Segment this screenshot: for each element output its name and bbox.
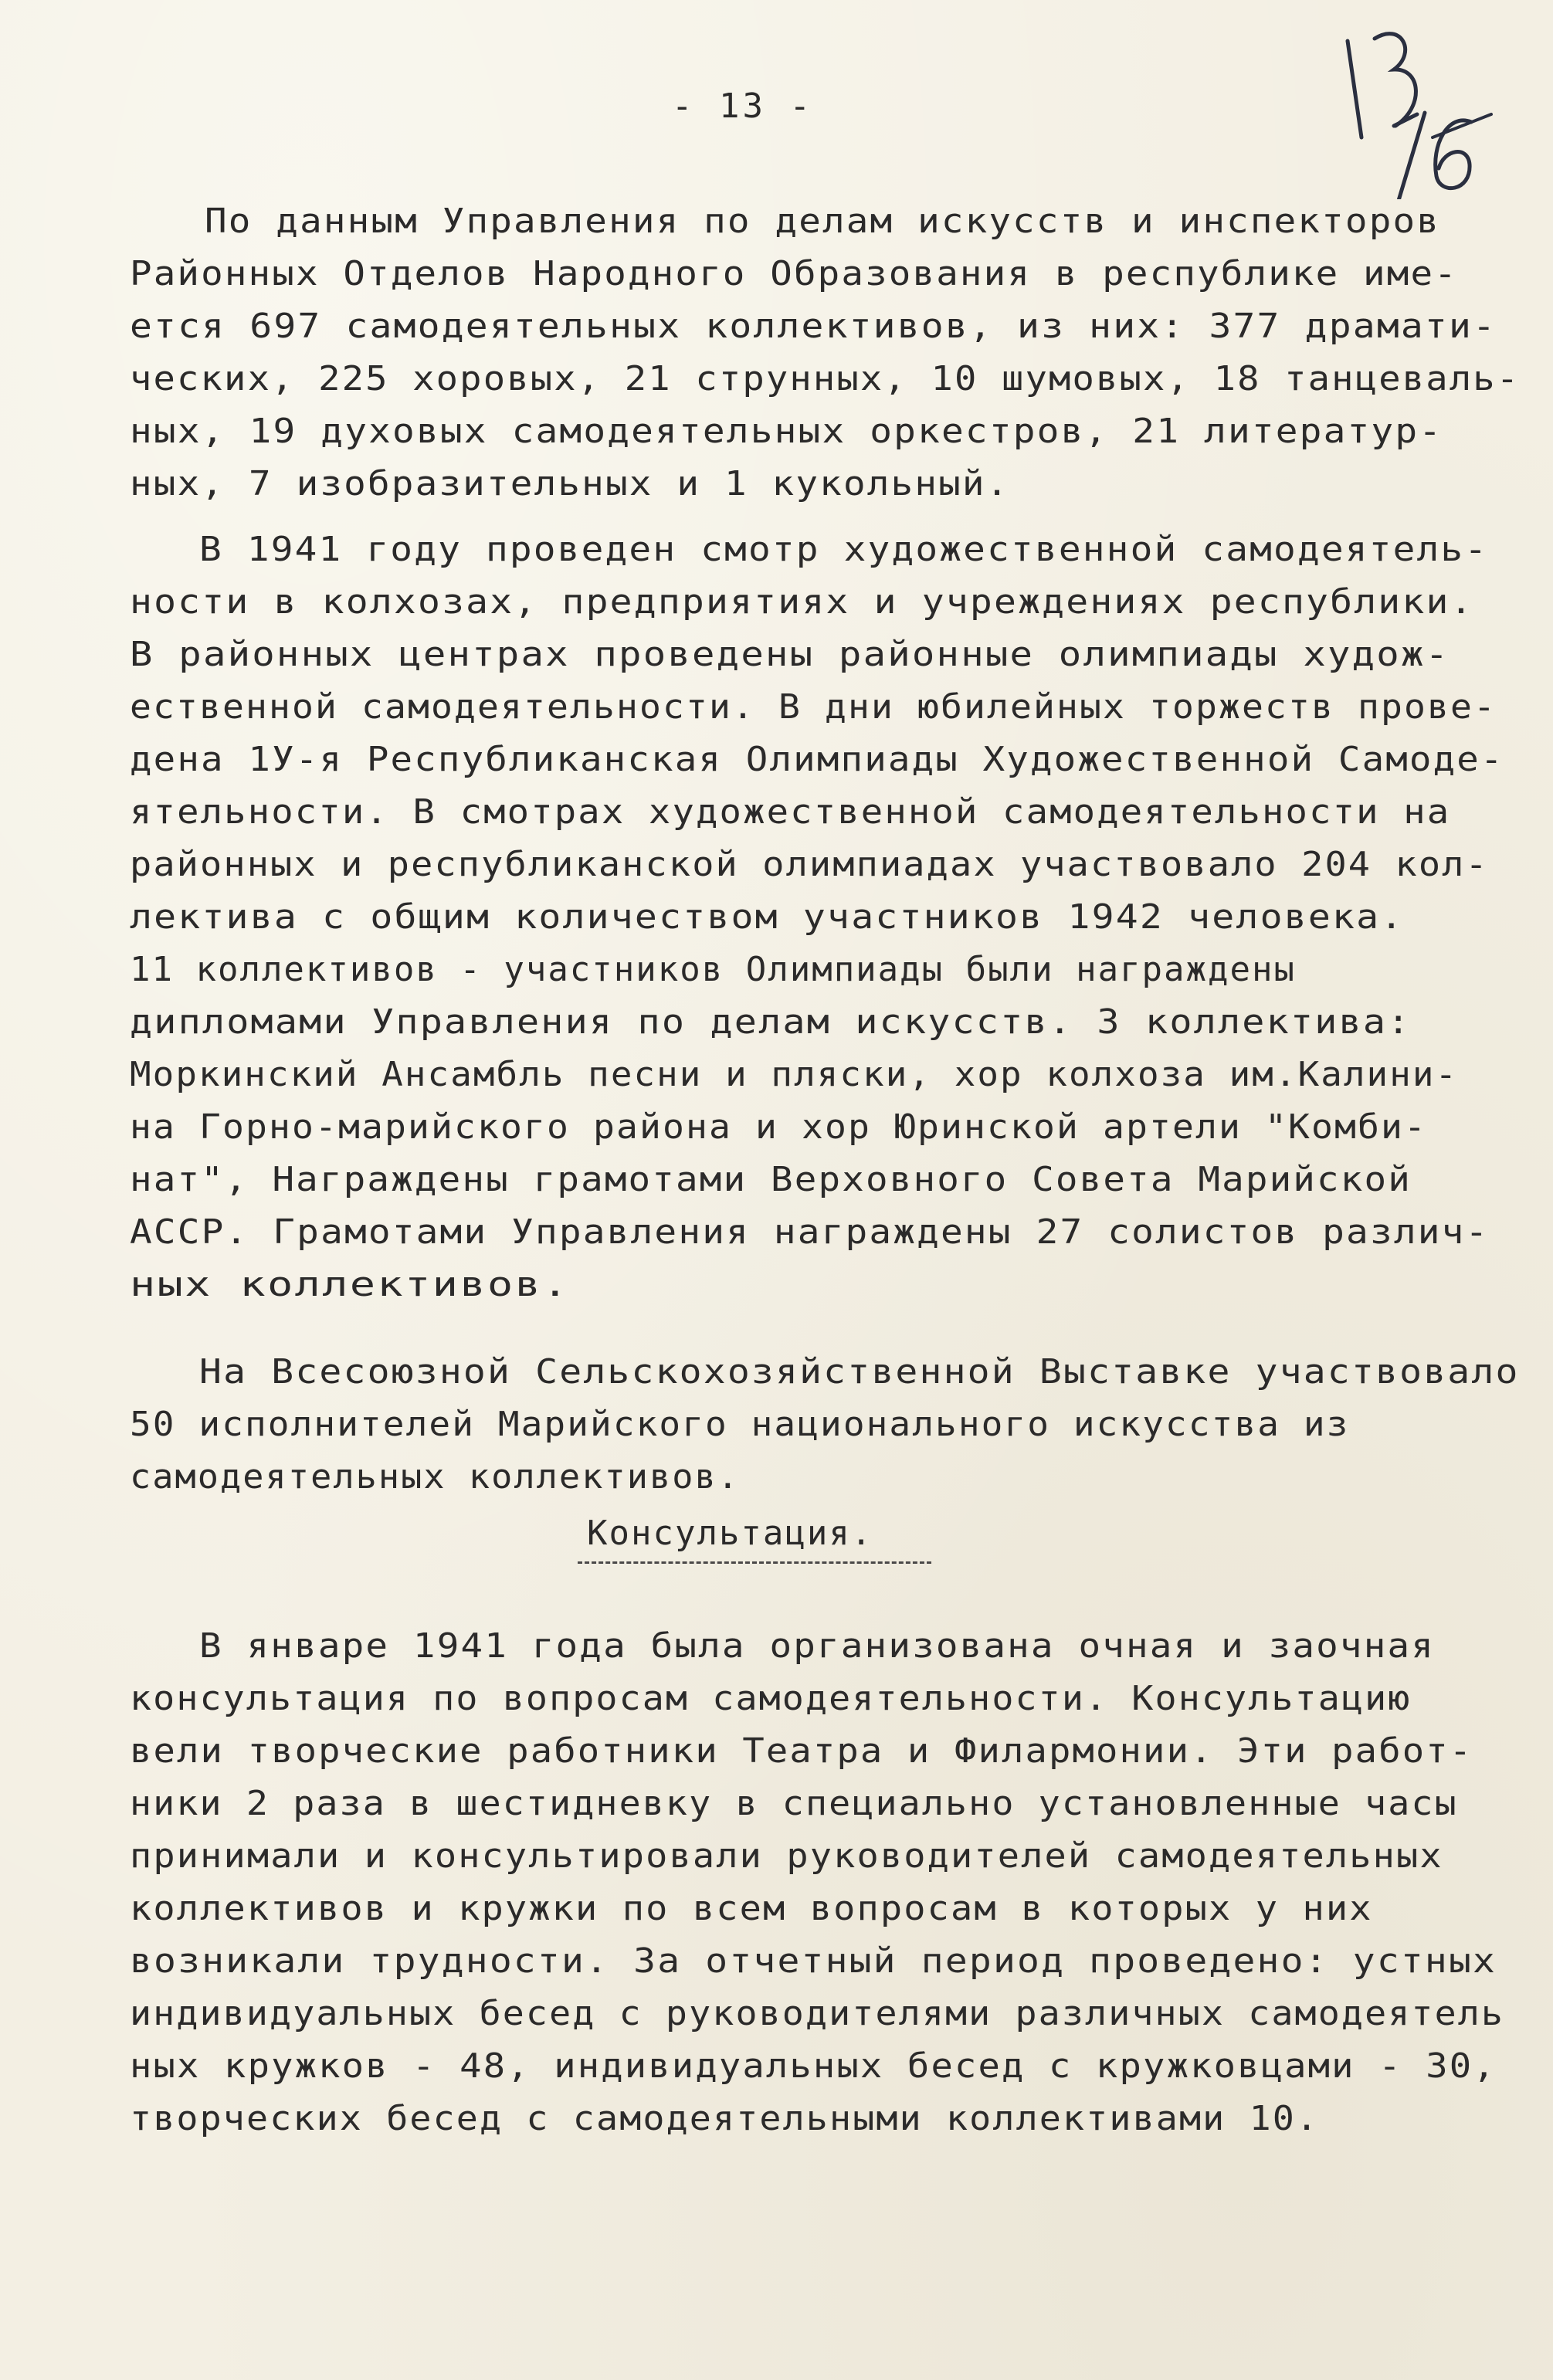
text-line: дена 1У-я Республиканская Олимпиады Художественной Самоде- bbox=[130, 740, 1504, 779]
text-line: 50 исполнителей Марийского национального искусства из bbox=[130, 1405, 1350, 1444]
text-line: консультация по вопросам самодеятельности. Консультацию bbox=[130, 1679, 1412, 1718]
section-heading-underline bbox=[578, 1561, 931, 1564]
text-line: АССР. Грамотами Управления награждены 27 солистов различ- bbox=[130, 1212, 1490, 1252]
text-line: В районных центрах проведены районные олимпиады худож- bbox=[130, 635, 1450, 674]
text-line: нат", Награждены грамотами Верховного Совета Марийской bbox=[130, 1160, 1412, 1199]
text-line: ческих, 225 хоровых, 21 струнных, 10 шумовых, 18 танцеваль- bbox=[130, 359, 1521, 398]
page-number: - 13 - bbox=[672, 86, 813, 126]
text-line: Моркинский Ансамбль песни и пляски, хор колхоза им.Калини- bbox=[130, 1055, 1459, 1094]
text-line: лектива с общим количеством участников 1942 человека. bbox=[130, 897, 1405, 937]
text-line: ных, 7 изобразительных и 1 кукольный. bbox=[130, 464, 1010, 503]
handwritten-archive-numbers bbox=[1340, 22, 1494, 199]
text-line: ется 697 самодеятельных коллективов, из них: 377 драмати- bbox=[130, 307, 1497, 346]
text-line: принимали и консультировали руководителей самодеятельных bbox=[130, 1836, 1443, 1876]
text-line: на Горно-марийского района и хор Юринской артели "Комби- bbox=[130, 1107, 1428, 1147]
text-line: ники 2 раза в шестидневку в специально установленные часы bbox=[130, 1784, 1458, 1823]
text-line: ности в колхозах, предприятиях и учреждениях республики. bbox=[130, 582, 1474, 622]
text-line: ятельности. В смотрах художественной самодеятельности на bbox=[130, 792, 1451, 832]
text-line: ных, 19 духовых самодеятельных оркестров, 21 литератур- bbox=[130, 412, 1443, 451]
text-line: ных коллективов. bbox=[130, 1265, 570, 1304]
text-line: индивидуальных бесед с руководителями различных самодеятель bbox=[130, 1994, 1505, 2033]
text-line: ественной самодеятельности. В дни юбилейных торжеств прове- bbox=[130, 687, 1497, 727]
text-line: районных и республиканской олимпиадах участвовало 204 кол- bbox=[130, 845, 1489, 884]
text-line: Районных Отделов Народного Образования в республике име- bbox=[130, 254, 1458, 293]
text-line: В 1941 году проведен смотр художественной самодеятель- bbox=[199, 530, 1489, 569]
text-line: На Всесоюзной Сельскохозяйственной Выставке участвовало bbox=[199, 1352, 1520, 1392]
text-line: По данным Управления по делам искусств и инспекторов bbox=[205, 202, 1441, 241]
section-heading: Консультация. bbox=[587, 1514, 873, 1553]
text-line: возникали трудности. За отчетный период проведено: устных bbox=[130, 1941, 1497, 1981]
text-line: 11 коллективов - участников Олимпиады были награждены bbox=[130, 950, 1296, 989]
text-line: коллективов и кружки по всем вопросам в которых у них bbox=[130, 1889, 1373, 1928]
text-line: самодеятельных коллективов. bbox=[130, 1457, 741, 1497]
text-line: творческих бесед с самодеятельными коллективами 10. bbox=[130, 2099, 1320, 2138]
text-line: ных кружков - 48, индивидуальных бесед с кружковцами - 30, bbox=[130, 2046, 1497, 2086]
text-line: вели творческие работники Театра и Филармонии. Эти работ- bbox=[130, 1731, 1473, 1771]
text-line: дипломами Управления по делам искусств. 3 коллектива: bbox=[130, 1002, 1412, 1042]
text-line: В январе 1941 года была организована очная и заочная bbox=[199, 1626, 1436, 1666]
